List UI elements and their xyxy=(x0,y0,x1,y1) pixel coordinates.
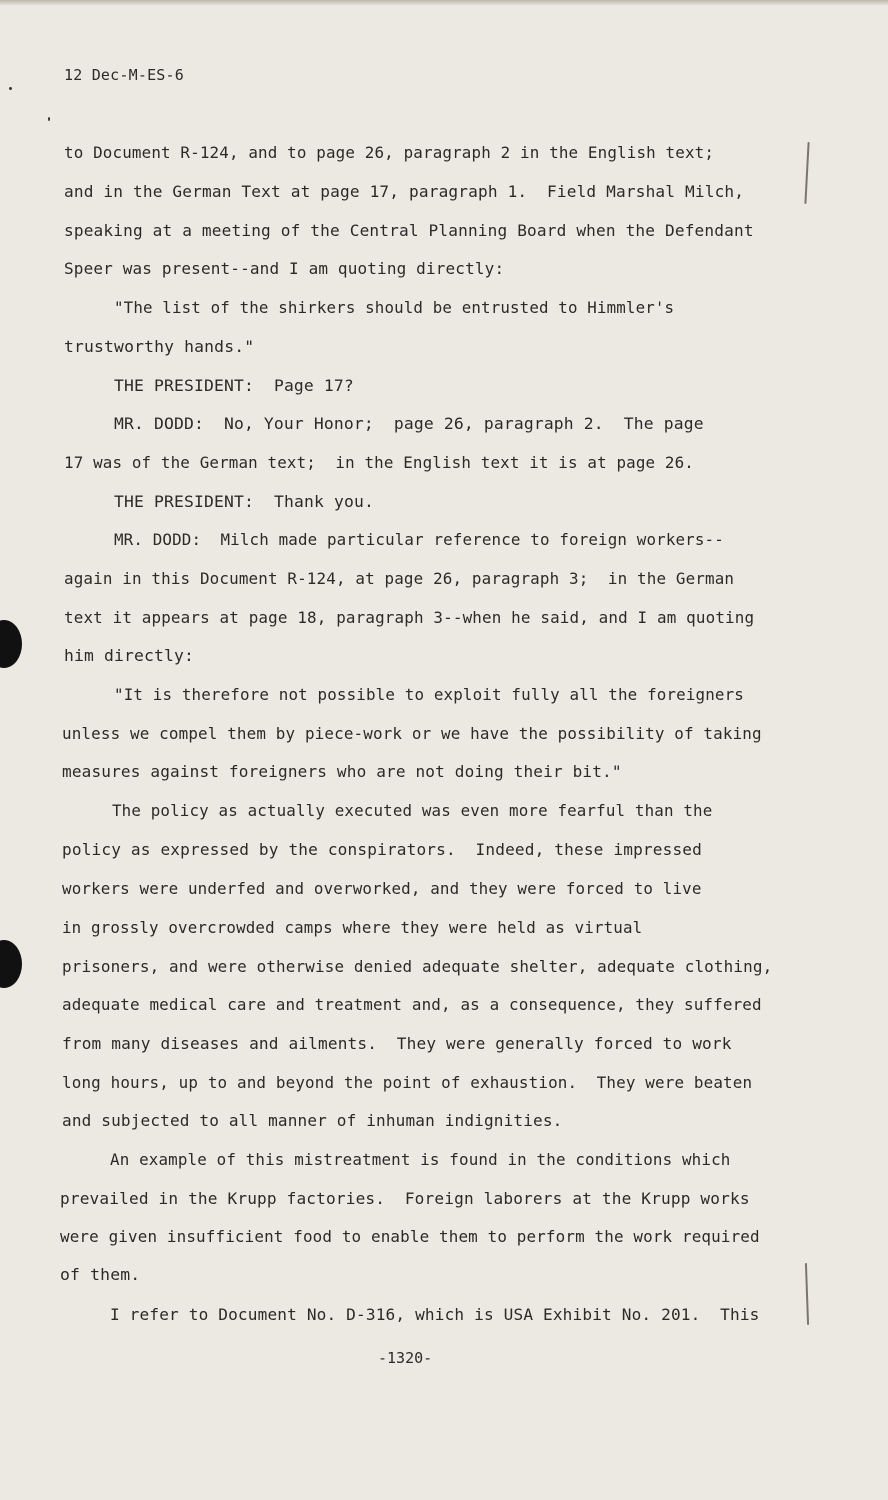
text-line: The policy as actually executed was even more fearful than the xyxy=(112,802,713,820)
header-code: 12 Dec-M-ES-6 xyxy=(64,66,184,84)
text-line: again in this Document R-124, at page 26, paragraph 3; in the German xyxy=(64,570,735,588)
text-line: and subjected to all manner of inhuman indignities. xyxy=(62,1112,563,1130)
margin-pencil-mark xyxy=(805,1263,809,1325)
text-line: and in the German Text at page 17, paragraph 1. Field Marshal Milch, xyxy=(64,183,745,201)
text-line: 17 was of the German text; in the English text it is at page 26. xyxy=(64,454,694,472)
text-line: to Document R-124, and to page 26, paragraph 2 in the English text; xyxy=(64,144,715,162)
text-line: long hours, up to and beyond the point of exhaustion. They were beaten xyxy=(62,1074,753,1092)
text-line: MR. DODD: Milch made particular reference to foreign workers-- xyxy=(114,531,724,549)
text-line: THE PRESIDENT: Page 17? xyxy=(114,377,354,395)
text-line: "The list of the shirkers should be entrusted to Himmler's xyxy=(114,299,675,317)
text-line: policy as expressed by the conspirators. Indeed, these impressed xyxy=(62,841,702,859)
text-line: from many diseases and ailments. They were generally forced to work xyxy=(62,1035,732,1053)
margin-pencil-mark xyxy=(804,142,809,204)
text-line: speaking at a meeting of the Central Planning Board when the Defendant xyxy=(64,222,754,240)
text-line: unless we compel them by piece-work or we have the possibility of taking xyxy=(62,725,762,743)
text-line: prevailed in the Krupp factories. Foreign laborers at the Krupp works xyxy=(60,1190,750,1208)
text-line: MR. DODD: No, Your Honor; page 26, paragraph 2. The page xyxy=(114,415,704,433)
punch-hole xyxy=(0,940,22,988)
text-line: trustworthy hands." xyxy=(64,338,255,356)
text-line: THE PRESIDENT: Thank you. xyxy=(114,493,374,511)
text-line: An example of this mistreatment is found in the conditions which xyxy=(110,1151,731,1169)
punch-hole xyxy=(0,620,22,668)
text-line: Speer was present--and I am quoting directly: xyxy=(64,260,505,278)
text-line: workers were underfed and overworked, and they were forced to live xyxy=(62,880,702,898)
text-line: measures against foreigners who are not doing their bit." xyxy=(62,763,622,781)
text-line: "It is therefore not possible to exploit fully all the foreigners xyxy=(114,686,744,704)
text-line: prisoners, and were otherwise denied adequate shelter, adequate clothing, xyxy=(62,958,773,976)
text-line: of them. xyxy=(60,1266,141,1284)
stray-mark xyxy=(48,117,50,121)
text-line: in grossly overcrowded camps where they were held as virtual xyxy=(62,919,643,937)
page-number: -1320- xyxy=(378,1349,433,1367)
text-line: adequate medical care and treatment and, as a consequence, they suffered xyxy=(62,996,762,1014)
text-line: text it appears at page 18, paragraph 3--when he said, and I am quoting xyxy=(64,609,755,627)
text-line: him directly: xyxy=(64,647,194,665)
stray-mark xyxy=(9,87,12,90)
text-line: were given insufficient food to enable them to perform the work required xyxy=(60,1228,760,1246)
text-line: I refer to Document No. D-316, which is USA Exhibit No. 201. This xyxy=(110,1306,760,1324)
page-top-edge xyxy=(0,0,888,6)
